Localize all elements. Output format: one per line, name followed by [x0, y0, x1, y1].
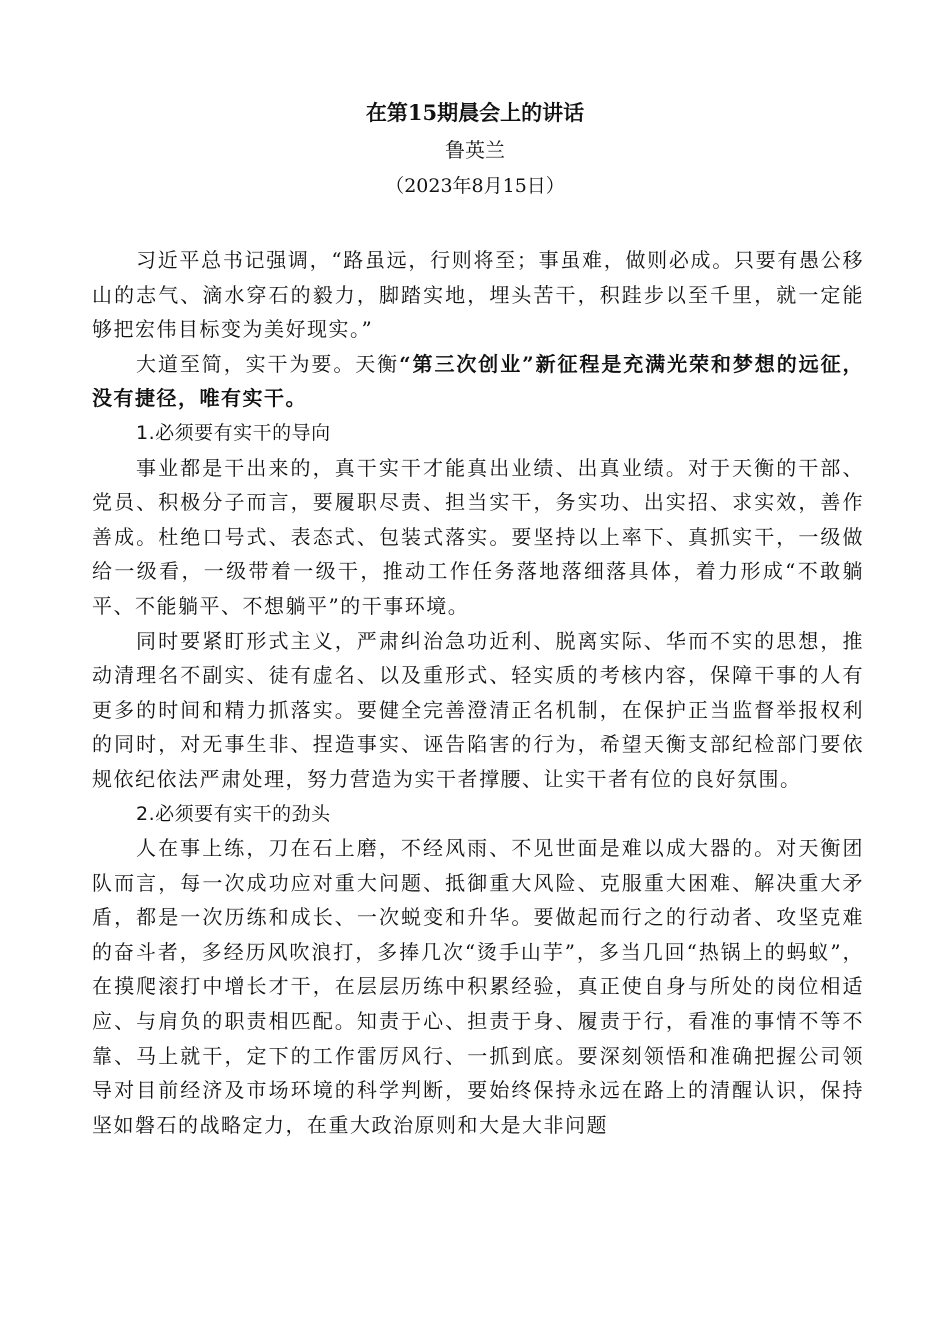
paragraph-2-plain: 大道至简，实干为要。天衡 — [136, 351, 400, 376]
document-date: （2023年8月15日） — [385, 175, 565, 197]
document-title: 在第15期晨会上的讲话 — [365, 100, 585, 125]
section-heading-1: 1.必须要有实干的导向 — [136, 421, 331, 444]
paragraph-4: 同时要紧盯形式主义，严肃纠治急功近利、脱离实际、华而不实的思想，推动清理名不副实、徒有虚名、以及重形式、轻实质的考核内容，保障干事的人有更多的时间和精力抓落实。要健全完善澄清正名机制，在保护正当监督举报权利的同时，对无事生非、捏造事实、诬告陷害的行为，希望天衡支部纪检部门要依规依纪依法严肃处理，努力营造为实干者撑腰、让实干者有位的良好氛围。 — [92, 628, 864, 791]
document-author: 鲁英兰 — [445, 138, 505, 162]
document-body — [92, 243, 864, 1142]
paragraph-5: 人在事上练，刀在石上磨，不经风雨、不见世面是难以成大器的。对天衡团队而言，每一次成功应对重大问题、抵御重大风险、克服重大困难、解决重大矛盾，都是一次历练和成长、一次蜕变和升华。要做起而行之的行动者、攻坚克难的奋斗者，多经历风吹浪打，多捧几次“烫手山芋”，多当几回“热锅上的蚂蚁”，在摸爬滚打中增长才干，在层层历练中积累经验，真正使自身与所处的岗位相适应、与肩负的职责相匹配。知责于心、担责于身、履责于行，看准的事情不等不靠、马上就干，定下的工作雷厉风行、一抓到底。要深刻领悟和准确把握公司领导对目前经济及市场环境的科学判断，要始终保持永远在路上的清醒认识，保持坚如磐石的战略定力，在重大政治原则和大是大非问题 — [92, 836, 864, 1137]
paragraph-1: 习近平总书记强调，“路虽远，行则将至；事虽难，做则必成。只要有愚公移山的志气、滴水穿石的毅力，脚踏实地，埋头苦干，积跬步以至千里，就一定能够把宏伟目标变为美好现实。” — [92, 248, 864, 342]
section-heading-2: 2.必须要有实干的劲头 — [136, 802, 331, 825]
paragraph-3: 事业都是干出来的，真干实干才能真出业绩、出真业绩。对于天衡的干部、党员、积极分子而言，要履职尽责、担当实干，务实功、出实招、求实效，善作善成。杜绝口号式、表态式、包装式落实。要坚持以上率下、真抓实干，一级做给一级看，一级带着一级干，推动工作任务落地落细落具体，着力形成“不敢躺平、不能躺平、不想躺平”的干事环境。 — [92, 455, 864, 618]
paragraph-2-bold: “第三次创业”新征程是充满光荣和梦想的远征，没有捷径，唯有实干。 — [92, 351, 865, 411]
paragraph-2 — [92, 347, 864, 416]
